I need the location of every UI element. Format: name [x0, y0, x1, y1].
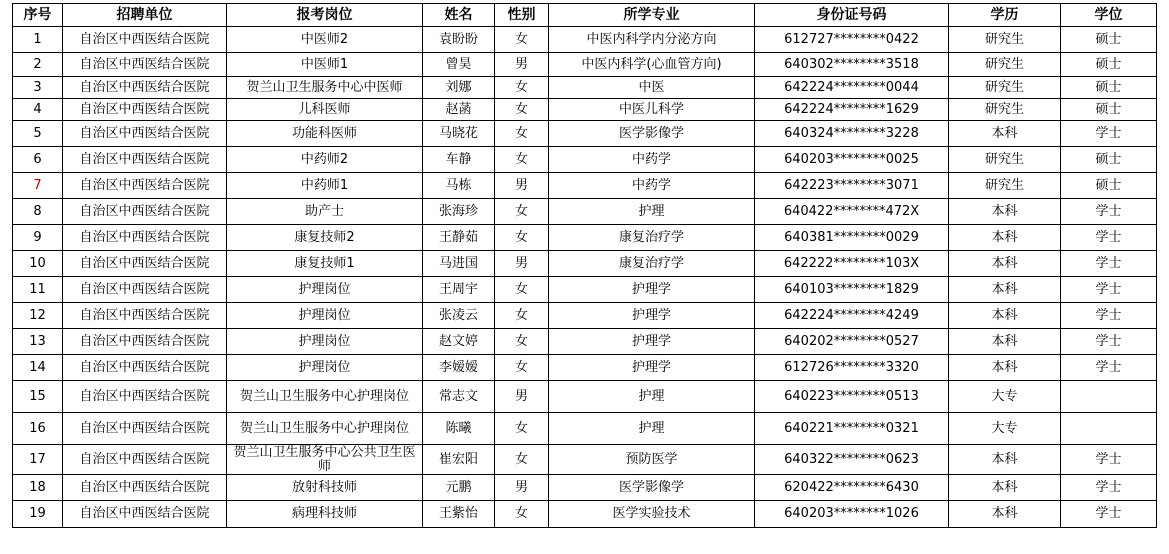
cell-id-number: 640203********1026 — [755, 501, 949, 528]
cell-position: 儿科医师 — [227, 99, 423, 121]
cell-gender: 女 — [495, 355, 549, 381]
cell-education: 本科 — [949, 121, 1061, 147]
cell-gender: 女 — [495, 329, 549, 355]
header-position: 报考岗位 — [227, 4, 423, 27]
cell-index: 19 — [13, 501, 63, 528]
cell-index: 5 — [13, 121, 63, 147]
cell-position: 护理岗位 — [227, 329, 423, 355]
cell-position: 康复技师2 — [227, 225, 423, 251]
cell-gender: 女 — [495, 199, 549, 225]
cell-employer: 自治区中西医结合医院 — [63, 99, 227, 121]
cell-degree: 学士 — [1061, 225, 1157, 251]
cell-name: 王紫怡 — [423, 501, 495, 528]
cell-index: 3 — [13, 77, 63, 99]
cell-degree: 学士 — [1061, 277, 1157, 303]
cell-education: 本科 — [949, 329, 1061, 355]
cell-education: 本科 — [949, 501, 1061, 528]
table-row — [13, 303, 1157, 329]
cell-position: 中药师2 — [227, 147, 423, 173]
cell-position: 康复技师1 — [227, 251, 423, 277]
cell-name: 常志文 — [423, 381, 495, 413]
cell-name: 陈曦 — [423, 413, 495, 445]
cell-major: 中药学 — [549, 173, 755, 199]
cell-major: 医学影像学 — [549, 121, 755, 147]
cell-index: 9 — [13, 225, 63, 251]
cell-name: 李嫒嫒 — [423, 355, 495, 381]
cell-major: 中医 — [549, 77, 755, 99]
cell-index: 6 — [13, 147, 63, 173]
cell-degree: 学士 — [1061, 251, 1157, 277]
cell-index: 17 — [13, 445, 63, 475]
header-row — [13, 4, 1157, 27]
cell-major: 中医内科学内分泌方向 — [549, 27, 755, 53]
cell-degree: 硕士 — [1061, 53, 1157, 77]
table-row — [13, 413, 1157, 445]
table-header — [13, 4, 1157, 27]
table-row — [13, 251, 1157, 277]
cell-degree: 硕士 — [1061, 77, 1157, 99]
cell-index: 16 — [13, 413, 63, 445]
cell-degree — [1061, 381, 1157, 413]
cell-id-number: 612726********3320 — [755, 355, 949, 381]
cell-index: 15 — [13, 381, 63, 413]
cell-gender: 男 — [495, 251, 549, 277]
cell-index: 11 — [13, 277, 63, 303]
cell-id-number: 612727********0422 — [755, 27, 949, 53]
cell-id-number: 620422********6430 — [755, 475, 949, 501]
cell-name: 赵菡 — [423, 99, 495, 121]
cell-education: 本科 — [949, 475, 1061, 501]
cell-education: 本科 — [949, 303, 1061, 329]
table-row — [13, 277, 1157, 303]
cell-major: 护理学 — [549, 277, 755, 303]
cell-gender: 女 — [495, 77, 549, 99]
cell-employer: 自治区中西医结合医院 — [63, 251, 227, 277]
table-row — [13, 121, 1157, 147]
cell-name: 曾昊 — [423, 53, 495, 77]
recruitment-table — [12, 3, 1157, 528]
cell-name: 袁盼盼 — [423, 27, 495, 53]
cell-gender: 男 — [495, 475, 549, 501]
cell-employer: 自治区中西医结合医院 — [63, 355, 227, 381]
cell-index: 2 — [13, 53, 63, 77]
cell-gender: 男 — [495, 173, 549, 199]
cell-major: 预防医学 — [549, 445, 755, 475]
cell-employer: 自治区中西医结合医院 — [63, 199, 227, 225]
cell-index: 13 — [13, 329, 63, 355]
cell-position: 放射科技师 — [227, 475, 423, 501]
cell-name: 赵文婷 — [423, 329, 495, 355]
cell-employer: 自治区中西医结合医院 — [63, 77, 227, 99]
cell-education: 研究生 — [949, 77, 1061, 99]
cell-employer: 自治区中西医结合医院 — [63, 121, 227, 147]
cell-employer: 自治区中西医结合医院 — [63, 53, 227, 77]
cell-index: 14 — [13, 355, 63, 381]
cell-position: 护理岗位 — [227, 303, 423, 329]
cell-id-number: 640223********0513 — [755, 381, 949, 413]
cell-id-number: 640203********0025 — [755, 147, 949, 173]
cell-id-number: 640324********3228 — [755, 121, 949, 147]
cell-index: 7 — [13, 173, 63, 199]
table-row — [13, 329, 1157, 355]
cell-education: 研究生 — [949, 99, 1061, 121]
cell-position: 贺兰山卫生服务中心护理岗位 — [227, 381, 423, 413]
cell-education: 本科 — [949, 277, 1061, 303]
cell-position: 中药师1 — [227, 173, 423, 199]
cell-education: 本科 — [949, 251, 1061, 277]
cell-position: 贺兰山卫生服务中心公共卫生医师 — [227, 445, 423, 475]
cell-education: 本科 — [949, 225, 1061, 251]
cell-major: 中药学 — [549, 147, 755, 173]
cell-degree: 学士 — [1061, 475, 1157, 501]
table-row — [13, 355, 1157, 381]
cell-degree: 硕士 — [1061, 99, 1157, 121]
cell-major: 医学实验技术 — [549, 501, 755, 528]
cell-education: 本科 — [949, 199, 1061, 225]
header-gender: 性别 — [495, 4, 549, 27]
cell-name: 马晓花 — [423, 121, 495, 147]
cell-degree: 硕士 — [1061, 27, 1157, 53]
cell-employer: 自治区中西医结合医院 — [63, 173, 227, 199]
header-id-number: 身份证号码 — [755, 4, 949, 27]
cell-name: 王周宇 — [423, 277, 495, 303]
cell-name: 王静茹 — [423, 225, 495, 251]
cell-degree: 硕士 — [1061, 147, 1157, 173]
cell-employer: 自治区中西医结合医院 — [63, 277, 227, 303]
header-employer: 招聘单位 — [63, 4, 227, 27]
cell-name: 马栋 — [423, 173, 495, 199]
cell-degree: 学士 — [1061, 303, 1157, 329]
cell-position: 助产士 — [227, 199, 423, 225]
cell-gender: 女 — [495, 413, 549, 445]
cell-id-number: 642224********4249 — [755, 303, 949, 329]
cell-id-number: 640381********0029 — [755, 225, 949, 251]
cell-degree: 学士 — [1061, 501, 1157, 528]
table-row — [13, 501, 1157, 528]
cell-name: 崔宏阳 — [423, 445, 495, 475]
cell-employer: 自治区中西医结合医院 — [63, 27, 227, 53]
cell-major: 康复治疗学 — [549, 225, 755, 251]
table-row — [13, 173, 1157, 199]
cell-education: 大专 — [949, 381, 1061, 413]
table-row — [13, 77, 1157, 99]
cell-id-number: 640202********0527 — [755, 329, 949, 355]
cell-major: 护理学 — [549, 355, 755, 381]
cell-education: 研究生 — [949, 173, 1061, 199]
table-row — [13, 99, 1157, 121]
table-row — [13, 53, 1157, 77]
cell-employer: 自治区中西医结合医院 — [63, 381, 227, 413]
cell-degree: 学士 — [1061, 329, 1157, 355]
cell-gender: 女 — [495, 99, 549, 121]
cell-id-number: 640422********472X — [755, 199, 949, 225]
cell-degree: 硕士 — [1061, 173, 1157, 199]
cell-position: 护理岗位 — [227, 355, 423, 381]
cell-degree: 学士 — [1061, 355, 1157, 381]
cell-employer: 自治区中西医结合医院 — [63, 475, 227, 501]
cell-major: 护理 — [549, 199, 755, 225]
cell-gender: 男 — [495, 381, 549, 413]
header-degree: 学位 — [1061, 4, 1157, 27]
cell-gender: 女 — [495, 225, 549, 251]
cell-gender: 女 — [495, 121, 549, 147]
cell-id-number: 640302********3518 — [755, 53, 949, 77]
cell-major: 护理学 — [549, 303, 755, 329]
table-row — [13, 147, 1157, 173]
cell-position: 护理岗位 — [227, 277, 423, 303]
cell-id-number: 642224********1629 — [755, 99, 949, 121]
cell-major: 医学影像学 — [549, 475, 755, 501]
table-row — [13, 381, 1157, 413]
cell-id-number: 642222********103X — [755, 251, 949, 277]
cell-gender: 女 — [495, 445, 549, 475]
table-row — [13, 475, 1157, 501]
cell-position: 贺兰山卫生服务中心中医师 — [227, 77, 423, 99]
table-row — [13, 27, 1157, 53]
table-row — [13, 445, 1157, 475]
cell-employer: 自治区中西医结合医院 — [63, 501, 227, 528]
cell-gender: 女 — [495, 501, 549, 528]
cell-name: 张凌云 — [423, 303, 495, 329]
header-name: 姓名 — [423, 4, 495, 27]
cell-index: 10 — [13, 251, 63, 277]
cell-gender: 女 — [495, 147, 549, 173]
cell-name: 张海珍 — [423, 199, 495, 225]
cell-employer: 自治区中西医结合医院 — [63, 303, 227, 329]
cell-education: 本科 — [949, 445, 1061, 475]
cell-position: 病理科技师 — [227, 501, 423, 528]
cell-degree: 学士 — [1061, 121, 1157, 147]
cell-id-number: 640221********0321 — [755, 413, 949, 445]
header-major: 所学专业 — [549, 4, 755, 27]
cell-major: 护理学 — [549, 329, 755, 355]
cell-gender: 女 — [495, 27, 549, 53]
cell-employer: 自治区中西医结合医院 — [63, 445, 227, 475]
cell-education: 研究生 — [949, 53, 1061, 77]
cell-position: 中医师2 — [227, 27, 423, 53]
cell-major: 护理 — [549, 381, 755, 413]
cell-employer: 自治区中西医结合医院 — [63, 329, 227, 355]
header-index: 序号 — [13, 4, 63, 27]
cell-index: 18 — [13, 475, 63, 501]
table-row — [13, 199, 1157, 225]
cell-index: 4 — [13, 99, 63, 121]
cell-employer: 自治区中西医结合医院 — [63, 225, 227, 251]
cell-gender: 男 — [495, 53, 549, 77]
cell-name: 马进国 — [423, 251, 495, 277]
cell-degree: 学士 — [1061, 445, 1157, 475]
cell-index: 1 — [13, 27, 63, 53]
cell-education: 研究生 — [949, 27, 1061, 53]
cell-name: 车静 — [423, 147, 495, 173]
cell-major: 中医儿科学 — [549, 99, 755, 121]
cell-id-number: 642223********3071 — [755, 173, 949, 199]
cell-education: 大专 — [949, 413, 1061, 445]
cell-position: 贺兰山卫生服务中心护理岗位 — [227, 413, 423, 445]
cell-degree — [1061, 413, 1157, 445]
cell-id-number: 640322********0623 — [755, 445, 949, 475]
cell-index: 12 — [13, 303, 63, 329]
cell-employer: 自治区中西医结合医院 — [63, 413, 227, 445]
cell-education: 本科 — [949, 355, 1061, 381]
cell-gender: 女 — [495, 303, 549, 329]
cell-major: 中医内科学(心血管方向) — [549, 53, 755, 77]
header-education: 学历 — [949, 4, 1061, 27]
cell-name: 刘娜 — [423, 77, 495, 99]
cell-id-number: 640103********1829 — [755, 277, 949, 303]
cell-name: 元鹏 — [423, 475, 495, 501]
cell-major: 护理 — [549, 413, 755, 445]
cell-employer: 自治区中西医结合医院 — [63, 147, 227, 173]
cell-position: 功能科医师 — [227, 121, 423, 147]
cell-education: 研究生 — [949, 147, 1061, 173]
cell-id-number: 642224********0044 — [755, 77, 949, 99]
cell-gender: 女 — [495, 277, 549, 303]
cell-major: 康复治疗学 — [549, 251, 755, 277]
cell-degree: 学士 — [1061, 199, 1157, 225]
cell-position: 中医师1 — [227, 53, 423, 77]
table-body — [13, 27, 1157, 528]
table-row — [13, 225, 1157, 251]
cell-index: 8 — [13, 199, 63, 225]
